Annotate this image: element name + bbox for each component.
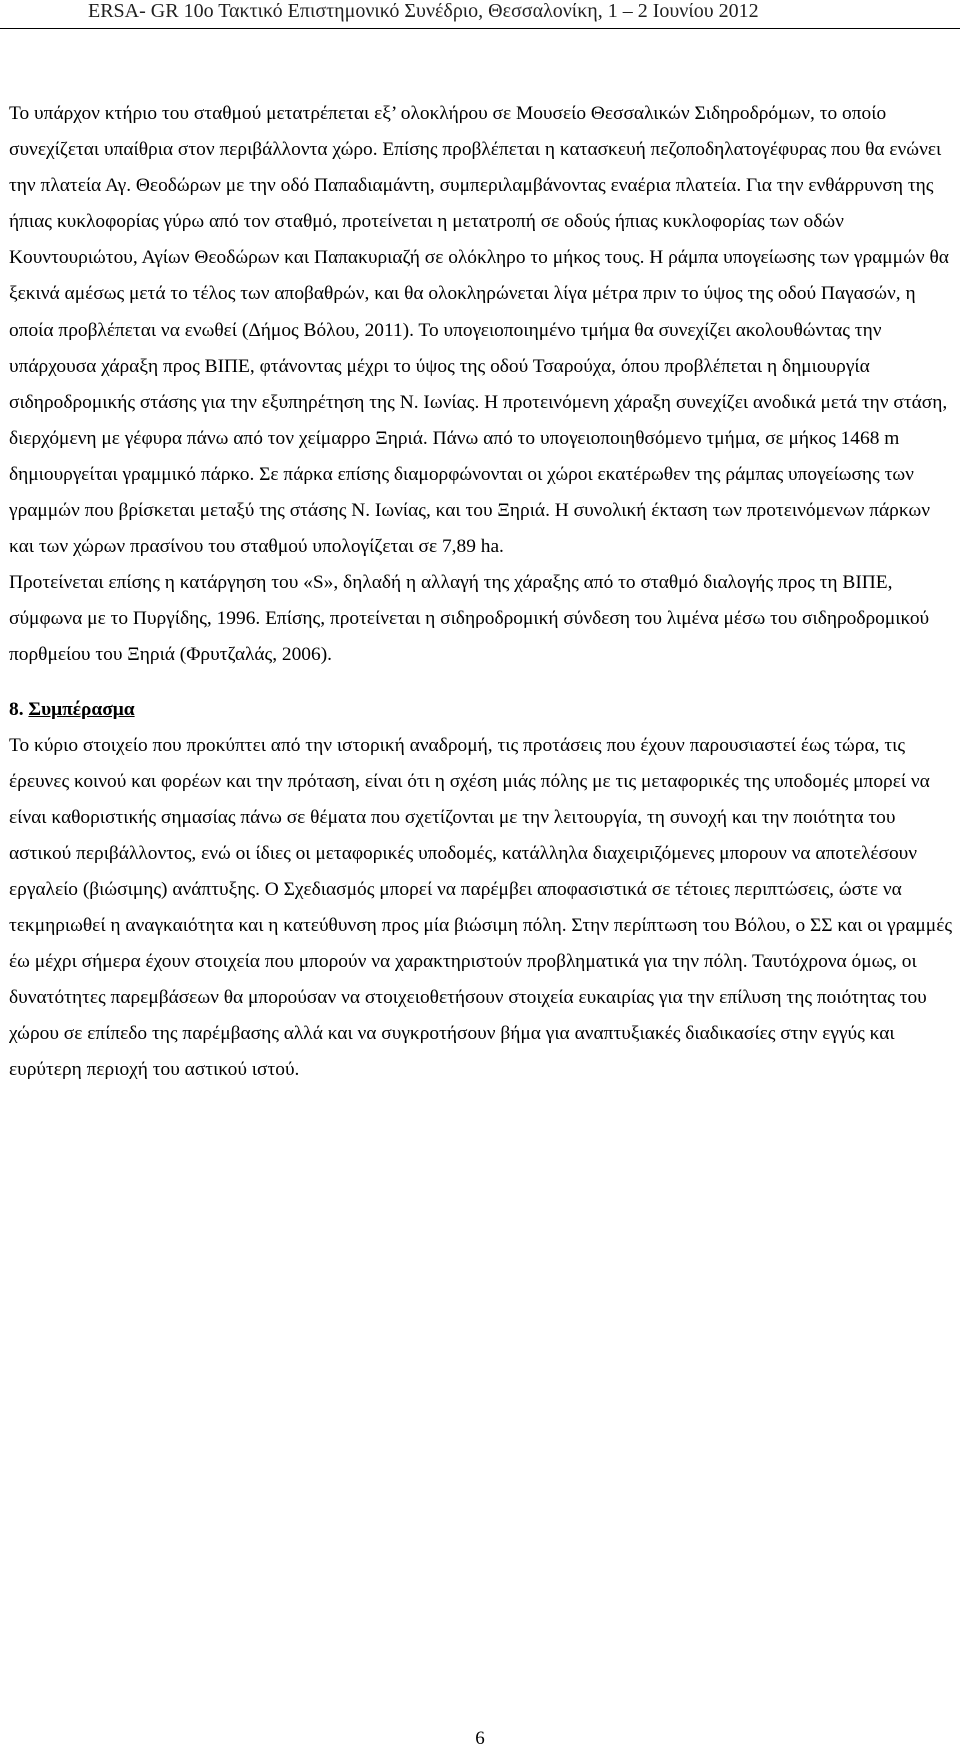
section-heading (9, 692, 959, 728)
section-title: Συμπέρασμα (28, 698, 135, 720)
running-header-text: ERSA- GR 10ο Τακτικό Επιστημονικό Συνέδριο, Θεσσαλονίκη, 1 – 2 Ιουνίου 2012 (88, 0, 759, 22)
page-body (9, 96, 959, 1088)
page-footer (0, 1728, 960, 1750)
header-rule (0, 28, 960, 29)
page-number: 6 (475, 1728, 485, 1749)
running-header (88, 0, 960, 30)
section-number: 8. (9, 698, 24, 720)
paragraph-station-proposal: Το υπάρχον κτήριο του σταθμού μετατρέπεται εξ’ ολοκλήρου σε Μουσείο Θεσσαλικών Σιδηροδρόμων, το οποίο συνεχίζεται υπαίθρια στον περιβάλλοντα χώρο. Επίσης προβλέπεται η κατασκευή πεζοποδηλατογέφυρας που θα ενώνει την πλατεία Αγ. Θεοδώρων με την οδό Παπαδιαμάντη, συμπεριλαμβάνοντας εναέρια πλατεία. Για την ενθάρρυνση της ήπιας κυκλοφορίας γύρω από τον σταθμό, προτείνεται η μετατροπή σε οδούς ήπιας κυκλοφορίας των οδών Κουντουριώτου, Αγίων Θεοδώρων και Παπακυριαζή σε ολόκληρο το μήκος τους. Η ράμπα υπογείωσης των γραμμών θα ξεκινά αμέσως μετά το τέλος των αποβαθρών, και θα ολοκληρώνεται λίγα μέτρα πριν το ύψος της οδού Παγασών, η οποία προβλέπεται να ενωθεί (Δήμος Βόλου, 2011). Το υπογειοποιημένο τμήμα θα συνεχίζει ακολουθώντας την υπάρχουσα χάραξη προς ΒΙΠΕ, φτάνοντας μέχρι το ύψος της οδού Τσαρούχα, όπου προβλέπεται η δημιουργία σιδηροδρομικής στάσης για την εξυπηρέτηση της Ν. Ιωνίας. Η προτεινόμενη χάραξη συνεχίζει ανοδικά μετά την στάση, διερχόμενη με γέφυρα πάνω από τον χείμαρρο Ξηριά. Πάνω από το υπογειοποιηθσόμενο τμήμα, σε μήκος 1468 m δημιουργείται γραμμικό πάρκο. Σε πάρκα επίσης διαμορφώνονται οι χώροι εκατέρωθεν της ράμπας υπογείωσης των γραμμών που βρίσκεται μεταξύ της στάσης Ν. Ιωνίας, και του Ξηριά. Η συνολική έκταση των προτεινόμενων πάρκων και των χώρων πρασίνου του σταθμού υπολογίζεται σε 7,89 ha. (9, 103, 949, 558)
paragraph-conclusion: Το κύριο στοιχείο που προκύπτει από την ιστορική αναδρομή, τις προτάσεις που έχουν παρουσιαστεί έως τώρα, τις έρευνες κοινού και φορέων και την πρόταση, είναι ότι η σχέση μιάς πόλης με τις μεταφορικές της υποδομές μπορεί να είναι καθοριστικής σημασίας πάνω σε θέματα που σχετίζονται με την λειτουργία, τη συνοχή και την ποιότητα του αστικού περιβάλλοντος, ενώ οι ίδιες οι μεταφορικές υποδομές, κατάλληλα διαχειριζόμενες μπορουν να αποτελέσουν εργαλείο (βιώσιμης) ανάπτυξης. Ο Σχεδιασμός μπορεί να παρέμβει αποφασιστικά σε τέτοιες περιπτώσεις, ώστε να τεκμηριωθεί η αναγκαιότητα και η κατεύθυνση προς μία βιώσιμη πόλη. Στην περίπτωση του Βόλου, ο ΣΣ και οι γραμμές έω μέχρι σήμερα έχουν στοιχεία που μπορούν να χαρακτηριστούν προβληματικά για την πόλη. Ταυτόχρονα όμως, οι δυνατότητες παρεμβάσεων θα μπορούσαν να στοιχειοθετήσουν στοιχεία ευκαιρίας για την επίλυση της ποιότητας του χώρου σε επίπεδο της παρέμβασης αλλά και να συγκροτήσουν βήμα για αναπτυξιακές διαδικασίες στην εγγύς και ευρύτερη περιοχή του αστικού ιστού. (9, 734, 953, 1081)
paragraph-s-removal: Προτείνεται επίσης η κατάργηση του «S», δηλαδή η αλλαγή της χάραξης από το σταθμό διαλογής προς τη ΒΙΠΕ, σύμφωνα με το Πυργίδης, 1996. Επίσης, προτείνεται η σιδηροδρομική σύνδεση του λιμένα μέσω του σιδηροδρομικού πορθμείου του Ξηριά (Φρυτζαλάς, 2006). (9, 572, 930, 666)
